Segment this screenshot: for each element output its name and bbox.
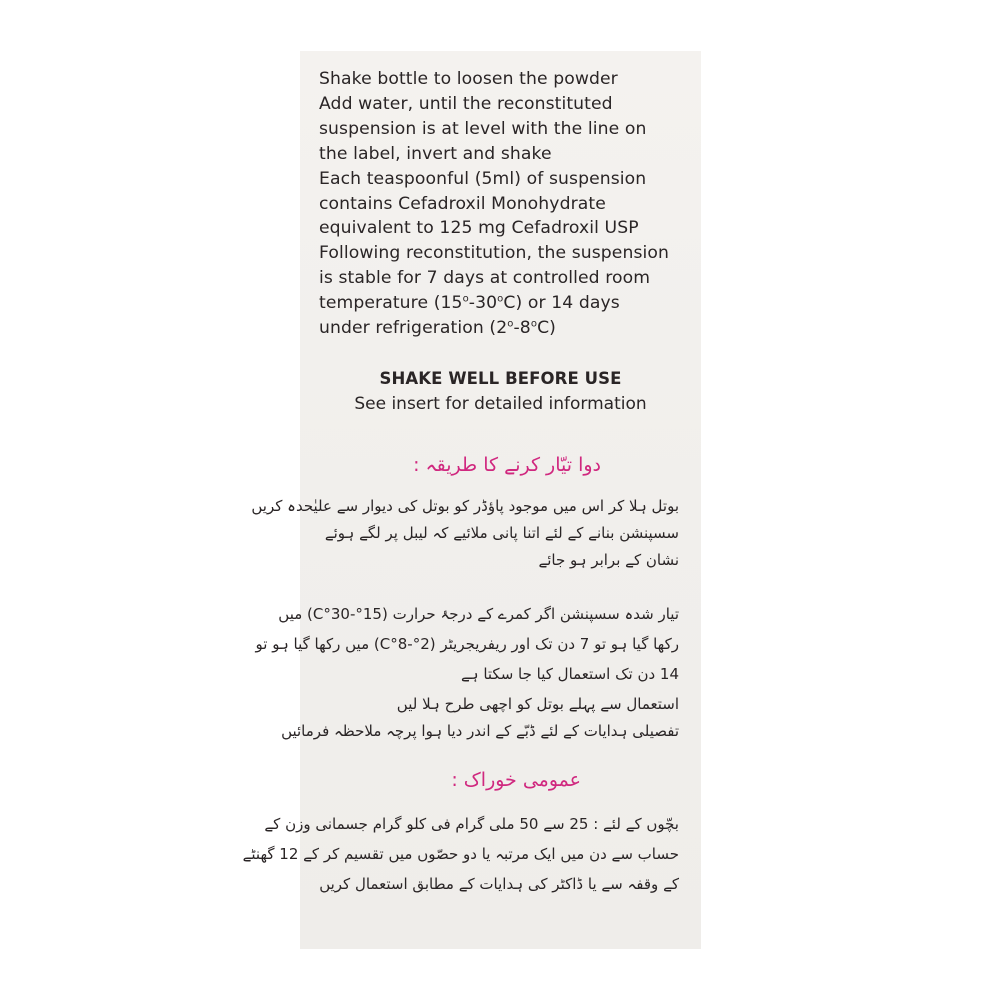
temperature-line: temperature (15$^o$-30$^o$C) or 14 days xyxy=(319,293,620,314)
urdu-dosage-heading: عمومی خوراک : xyxy=(451,769,581,791)
urdu-line: بچّوں کے لئے : 25 سے 50 ملی گرام فی کلو گرام جسمانی وزن کے xyxy=(264,815,679,833)
urdu-line: رکھا گیا ہو تو 7 دن تک اور ریفریجریٹر (2°-8°C) میں رکھا گیا ہو تو xyxy=(255,635,679,653)
urdu-preparation-steps xyxy=(251,493,679,574)
urdu-line: بوتل ہلا کر اس میں موجود پاؤڈر کو بوتل کی دیوار سے علیٰحدہ کریں xyxy=(251,497,679,515)
refrigeration-line: under refrigeration (2$^o$-8$^o$C) xyxy=(319,318,556,339)
urdu-line: استعمال سے پہلے بوتل کو اچھی طرح ہلا لیں xyxy=(396,695,679,713)
instruction-line: is stable for 7 days at controlled room xyxy=(319,268,651,289)
instruction-line: Add water, until the reconstituted xyxy=(319,93,613,114)
urdu-line: نشان کے برابر ہو جائے xyxy=(538,551,679,569)
english-instructions xyxy=(319,67,689,341)
instruction-line: Each teaspoonful (5ml) of suspension xyxy=(319,168,647,189)
urdu-line: تیار شدہ سسپنشن اگر کمرے کے درجۂ حرارت (15°-30°C) میں xyxy=(278,605,679,623)
urdu-line: 14 دن تک استعمال کیا جا سکتا ہے xyxy=(460,665,679,683)
urdu-line: سسپنشن بنانے کے لئے اتنا پانی ملائیے کہ لیبل پر لگے ہوئے xyxy=(324,524,679,542)
urdu-usage-notes xyxy=(281,691,679,745)
urdu-line: تفصیلی ہدایات کے لئے ڈبّے کے اندر دیا ہوا پرچہ ملاحظہ فرمائیں xyxy=(281,722,679,740)
instruction-line: suspension is at level with the line on xyxy=(319,118,647,139)
label-panel xyxy=(242,51,701,949)
urdu-preparation-heading: دوا تیّار کرنے کا طریقہ : xyxy=(413,454,601,476)
urdu-dosage-info xyxy=(242,809,679,899)
urdu-line: کے وقفہ سے یا ڈاکٹر کی ہدایات کے مطابق استعمال کریں xyxy=(319,875,679,893)
instruction-line: Following reconstitution, the suspension xyxy=(319,243,670,264)
instruction-line: contains Cefadroxil Monohydrate xyxy=(319,193,606,214)
shake-well-heading: SHAKE WELL BEFORE USE xyxy=(379,369,622,388)
instruction-line: equivalent to 125 mg Cefadroxil USP xyxy=(319,218,639,239)
urdu-storage-info xyxy=(255,599,679,689)
see-insert-note: See insert for detailed information xyxy=(354,394,647,414)
instruction-line: the label, invert and shake xyxy=(319,143,552,164)
urdu-line: حساب سے دن میں ایک مرتبہ یا دو حصّوں میں تقسیم کر کے 12 گھنٹے xyxy=(242,845,679,863)
instruction-line: Shake bottle to loosen the powder xyxy=(319,69,618,89)
